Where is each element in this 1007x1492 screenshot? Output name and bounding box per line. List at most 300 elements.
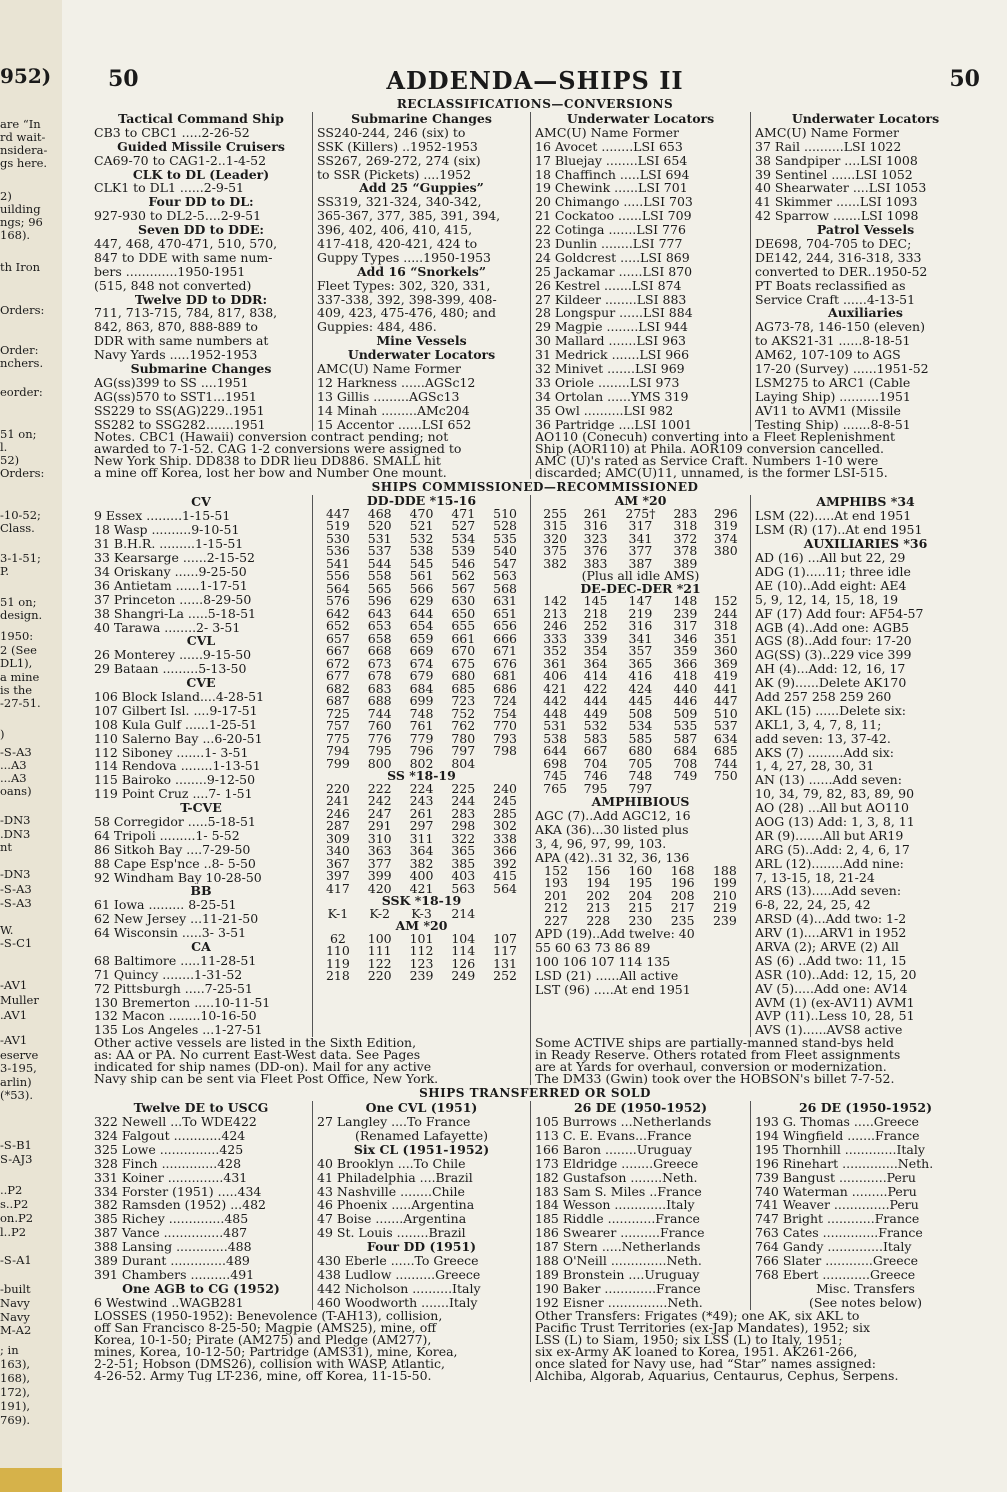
list-item: 193 G. Thomas .....Greece — [755, 1115, 919, 1129]
hull-number: 796 — [409, 743, 434, 759]
list-item: Service Craft ......4-13-51 — [755, 292, 916, 307]
hull-number: 754 — [493, 705, 518, 721]
list-item: 36 Partridge ....LSI 1001 — [535, 417, 693, 432]
binding-stripe — [0, 1468, 62, 1492]
list-item: 322 Newell ...To WDE422 — [94, 1115, 257, 1129]
hull-number: 351 — [713, 630, 738, 646]
list-item: Guppy Types .....1950-1953 — [317, 250, 491, 265]
hull-number: 341 — [628, 630, 653, 646]
list-item: ARG (5)..Add: 2, 4, 6, 17 — [755, 842, 910, 857]
list-item: 447, 468, 470-471, 510, 570, — [94, 237, 278, 251]
hull-number: 564 — [325, 580, 350, 596]
hull-number: 389 — [673, 555, 698, 571]
previous-page-fragment: -AV1 — [0, 1033, 28, 1047]
previous-page-fragment: .AV1 — [0, 1008, 28, 1022]
hull-number: 674 — [409, 655, 434, 671]
list-item: 61 Iowa ......... 8-25-51 — [94, 898, 237, 913]
hull-number: 338 — [493, 830, 518, 846]
hull-number: 449 — [583, 705, 608, 721]
hull-number: 285 — [493, 805, 518, 821]
hull-number: 651 — [493, 605, 518, 621]
list-item: 188 O'Neill ..............Neth. — [535, 1254, 702, 1268]
hull-number: 287 — [325, 818, 350, 834]
hull-number: 123 — [409, 955, 434, 971]
hull-number: 797 — [628, 780, 653, 796]
grid-row — [535, 915, 746, 928]
hull-number: 583 — [583, 730, 608, 746]
hull-number: 246 — [325, 805, 350, 821]
hull-number: 224 — [409, 780, 434, 796]
hull-number: 561 — [409, 568, 434, 584]
hull-number: 471 — [451, 505, 476, 521]
hull-number: 658 — [367, 630, 392, 646]
hull-number: K-3 — [411, 905, 432, 921]
list-item: 27 Langley ....To France — [317, 1115, 471, 1129]
hull-number: 537 — [713, 718, 738, 734]
hull-number: 760 — [367, 718, 392, 734]
hull-number: 509 — [673, 705, 698, 721]
hull-number: 508 — [628, 705, 653, 721]
list-item: CB3 to CBC1 .....2-26-52 — [94, 125, 250, 140]
hull-number: 377 — [628, 543, 653, 559]
hull-number: 643 — [367, 605, 392, 621]
list-item: 42 Sparrow .......LSI 1098 — [755, 209, 919, 224]
subheading: CV — [191, 495, 211, 510]
list-item: Fleet Types: 302, 320, 331, — [317, 278, 491, 293]
list-item: 41 Philadelphia ....Brazil — [317, 1170, 473, 1185]
list-item: 173 Eldridge ........Greece — [535, 1156, 699, 1171]
subheading: CVE — [186, 676, 216, 690]
list-item: 334 Forster (1951) .....434 — [94, 1184, 262, 1199]
list-item: AG(SS) (3)..229 vice 399 — [755, 648, 912, 663]
hull-number: 540 — [493, 543, 518, 559]
hull-number: 538 — [543, 730, 568, 746]
hull-number: 652 — [325, 618, 350, 634]
list-item: 64 Tripoli .........1- 5-52 — [94, 828, 240, 843]
hull-number: 667 — [583, 743, 608, 759]
hull-number: 357 — [628, 643, 653, 659]
list-item: 34 Ortolan ......YMS 319 — [535, 389, 689, 404]
hull-number: 252 — [493, 968, 518, 984]
subheading: Add 25 “Guppies” — [359, 181, 484, 196]
hull-number: 685 — [713, 743, 738, 759]
hull-number: 699 — [409, 693, 434, 709]
previous-page-fragment: nt — [0, 840, 13, 854]
hull-number: 531 — [543, 718, 568, 734]
previous-page-fragment: Navy — [0, 1310, 30, 1324]
hull-number: 558 — [367, 568, 392, 584]
list-item: 12 Harkness ......AGSc12 — [317, 375, 476, 390]
list-item: 132 Macon ........10-16-50 — [94, 1009, 257, 1024]
hull-number: 676 — [493, 655, 518, 671]
hull-number: 798 — [493, 743, 518, 759]
hull-number: 655 — [451, 618, 476, 634]
list-item: AKL (15) ......Delete six: — [755, 703, 906, 718]
hull-number: 235 — [670, 912, 695, 928]
hull-number: 382 — [409, 855, 434, 871]
list-item: DE698, 704-705 to DEC; — [755, 237, 912, 251]
hull-number: 800 — [367, 755, 392, 771]
hull-number: 107 — [493, 930, 518, 946]
previous-page-fragment: eserve — [0, 1048, 39, 1062]
hull-number: 748 — [409, 705, 434, 721]
previous-page-fragment: nsidera- — [0, 143, 48, 157]
list-item: 26 Monterey ......9-15-50 — [94, 648, 252, 663]
reclass-notes — [90, 431, 980, 479]
hull-number: 448 — [543, 705, 568, 721]
list-item: 62 New Jersey ...11-21-50 — [94, 912, 259, 927]
list-item: 33 Oriole ........LSI 973 — [535, 375, 680, 390]
hull-number: 556 — [325, 568, 350, 584]
list-item: 184 Wesson .............Italy — [535, 1198, 695, 1213]
list-item: 26 Kestrel .......LSI 874 — [535, 278, 682, 293]
commissioned-heading: SHIPS COMMISSIONED—RECOMMISSIONED — [371, 480, 699, 495]
hull-number: 346 — [673, 630, 698, 646]
previous-page-fragment: -S-C1 — [0, 936, 33, 950]
list-item: 396, 402, 406, 410, 415, — [317, 223, 473, 238]
hull-number: 339 — [583, 630, 608, 646]
list-item: 68 Baltimore .....11-28-51 — [94, 953, 257, 968]
list-item: add seven: 13, 37-42. — [755, 731, 891, 746]
hull-number: 470 — [409, 505, 434, 521]
subheading: One AGB to CG (1952) — [122, 1281, 280, 1296]
list-item: (See notes below) — [808, 1295, 923, 1310]
hull-number: 468 — [367, 505, 392, 521]
list-item: 196 Rinehart ..............Neth. — [755, 1156, 934, 1171]
list-item: LSD (21) ......All active — [535, 969, 679, 983]
list-item: AGS (8)..Add four: 17-20 — [755, 634, 912, 649]
list-item: 55 60 63 73 86 89 — [535, 941, 651, 956]
subheading: AMPHIBS *34 — [816, 495, 915, 510]
list-item: DDR with same numbers at — [94, 334, 269, 349]
list-item: AKS (7) .........Add six: — [755, 745, 895, 760]
hull-number: 650 — [451, 605, 476, 621]
hull-number: 244 — [451, 793, 476, 809]
hull-number: 537 — [367, 543, 392, 559]
hull-number: 519 — [325, 518, 350, 534]
hull-number: 661 — [451, 630, 476, 646]
hull-number: 534 — [451, 530, 476, 546]
hull-number: 669 — [409, 643, 434, 659]
hull-number: 403 — [451, 868, 476, 884]
hull-number: 780 — [451, 730, 476, 746]
previous-page-fragment: rd wait- — [0, 130, 46, 144]
previous-page-fragment: 2 (See — [0, 643, 37, 657]
hull-number: 748 — [628, 768, 653, 784]
hull-number: 631 — [493, 593, 518, 609]
hull-number: 684 — [673, 743, 698, 759]
hull-number: 406 — [543, 668, 568, 684]
hull-number: 340 — [325, 843, 350, 859]
previous-page-fragment: -10-52; — [0, 508, 41, 522]
list-item: AGB (4)..Add one: AGB5 — [755, 620, 910, 635]
hull-number: 440 — [673, 680, 698, 696]
hull-number: 316 — [628, 618, 653, 634]
list-item: 741 Weaver ..............Peru — [755, 1198, 919, 1213]
list-item: 100 106 107 114 135 — [535, 955, 671, 970]
hull-number: 341 — [628, 530, 653, 546]
hull-number: 677 — [325, 668, 350, 684]
hull-number: 255 — [543, 505, 568, 521]
previous-page-fragment: 3-195, — [0, 1061, 37, 1075]
hull-number: 239 — [409, 968, 434, 984]
list-item: 20 Chimango .....LSI 703 — [535, 195, 693, 210]
list-item: 194 Wingfield .......France — [755, 1129, 920, 1143]
list-item: APA (42)..31 32, 36, 136 — [535, 851, 690, 865]
list-item: AG(ss)399 to SS ....1951 — [94, 375, 249, 390]
hull-number: 296 — [713, 505, 738, 521]
hull-number: 246 — [543, 618, 568, 634]
hull-number: 320 — [543, 530, 568, 546]
hull-number: 804 — [451, 755, 476, 771]
previous-page-fragment: -S-A3 — [0, 896, 32, 910]
list-item: ADG (1).....11; three idle — [755, 564, 911, 579]
previous-page-fragment: on.P2 — [0, 1211, 34, 1225]
previous-page-fragment: DL1), — [0, 656, 33, 670]
hull-number: 217 — [670, 900, 695, 916]
previous-page-fragment: 51 on; — [0, 427, 37, 441]
list-item: SS319, 321-324, 340-342, — [317, 195, 482, 210]
hull-number: 372 — [673, 530, 698, 546]
list-item: to AKS21-31 ......8-18-51 — [755, 334, 911, 349]
list-item: 105 Burrows ...Netherlands — [535, 1115, 712, 1129]
list-item: 40 Shearwater ....LSI 1053 — [755, 181, 927, 196]
previous-page-fragment: ..P2 — [0, 1183, 23, 1197]
list-item: 328 Finch ..............428 — [94, 1156, 242, 1171]
hull-number: 240 — [493, 780, 518, 796]
list-item: AKA (36)...30 listed plus — [535, 823, 689, 838]
hull-number: 656 — [493, 618, 518, 634]
list-item: LSM (R) (17)..At end 1951 — [755, 523, 923, 538]
subheading: AMPHIBIOUS — [591, 795, 690, 810]
list-item: 88 Cape Esp'nce ..8- 5-50 — [94, 856, 256, 871]
subheading: AUXILIARIES *36 — [803, 537, 928, 552]
list-item: AE (10)..Add eight: AE4 — [755, 578, 907, 593]
list-item: 18 Wasp ..........9-10-51 — [94, 523, 240, 538]
hull-number: 101 — [409, 930, 434, 946]
list-item: 29 Bataan .........5-13-50 — [94, 662, 247, 677]
hull-number: 352 — [543, 643, 568, 659]
hull-number: 369 — [713, 655, 738, 671]
hull-number: 745 — [543, 768, 568, 784]
hull-number: 194 — [586, 875, 611, 891]
reclass-notes-right: AO110 (Conecuh) converting into a Fleet Replenishment Ship (AOR110) at Phila. AOR109 conversion cancelled. AMC (U)'s rated as Service Craft. Numbers 1-10 were discarded; AMC(U)11, unnamed, is the former LSI-515. — [530, 431, 980, 479]
hull-number: 795 — [583, 780, 608, 796]
list-item: 18 Chaffinch .....LSI 694 — [535, 167, 690, 182]
list-item: ARV (1)....ARV1 in 1952 — [755, 926, 907, 940]
previous-page-fragment: -DN3 — [0, 813, 31, 827]
previous-page-fragment: P. — [0, 564, 10, 578]
subheading: Underwater Locators — [566, 112, 715, 126]
hull-number: 642 — [325, 605, 350, 621]
hull-number: 424 — [628, 680, 653, 696]
list-item: 107 Gilbert Isl. ....9-17-51 — [94, 703, 258, 718]
list-item: 22 Cotinga .......LSI 776 — [535, 223, 686, 238]
hull-number: 563 — [493, 568, 518, 584]
list-item: Navy Yards .....1952-1953 — [94, 348, 258, 363]
hull-number: 317 — [673, 618, 698, 634]
hull-number: 156 — [586, 862, 611, 878]
previous-page-fragment: Muller — [0, 993, 39, 1007]
hull-number: 564 — [493, 880, 518, 896]
list-item: 766 Slater ............Greece — [755, 1254, 919, 1268]
commissioned-grid-am-de — [535, 495, 746, 795]
list-item: AR (9).......All but AR19 — [755, 828, 904, 843]
hull-number: 510 — [713, 705, 738, 721]
previous-page-fragment: gs here. — [0, 156, 48, 170]
commissioned-notes-right: Some ACTIVE ships are partially-manned stand-bys held in Ready Reserve. Others rotated from Fleet assignments are at Yards for overhaul, conversion or modernization. The DM33 (Gwin) took over the HOBSON's billet 7-7-52. — [530, 1037, 980, 1085]
list-item: 37 Rail ..........LSI 1022 — [755, 139, 902, 154]
hull-number: 793 — [493, 730, 518, 746]
list-item: 21 Cockatoo ......LSI 709 — [535, 209, 692, 224]
hull-number: 708 — [673, 755, 698, 771]
hull-number: 535 — [493, 530, 518, 546]
hull-number: 538 — [409, 543, 434, 559]
transferred-col-1 — [90, 1101, 312, 1309]
grid-row — [535, 783, 746, 796]
hull-number: 794 — [325, 743, 350, 759]
previous-page-fragment: arlin) — [0, 1075, 32, 1089]
reclass-col-4 — [750, 112, 980, 431]
hull-number: 667 — [325, 643, 350, 659]
list-item: 110 Salerno Bay ...6-20-51 — [94, 731, 263, 746]
list-item: APD (19)..Add twelve: 40 — [535, 927, 695, 942]
subheading: CLK to DL (Leader) — [132, 167, 270, 182]
list-item: 16 Avocet ........LSI 653 — [535, 139, 683, 154]
hull-number: 417 — [325, 880, 350, 896]
hull-number: 208 — [670, 887, 695, 903]
list-item: PT Boats reclassified as — [755, 278, 906, 293]
list-item: 37 Princeton ......8-29-50 — [94, 592, 252, 607]
subheading: Four DD to DL: — [148, 195, 254, 210]
previous-page-fragment: -built — [0, 1282, 31, 1296]
hull-number: 147 — [628, 593, 653, 609]
hull-number: 687 — [325, 693, 350, 709]
amphibious-tail-list — [535, 927, 746, 996]
previous-page-fragment: Orders: — [0, 303, 45, 317]
hull-number: 654 — [409, 618, 434, 634]
page-title: ADDENDA—SHIPS II — [386, 66, 684, 95]
subheading: Twelve DD to DDR: — [134, 292, 268, 307]
list-item: 391 Chambers ..........491 — [94, 1267, 255, 1282]
hull-number: 201 — [544, 887, 569, 903]
previous-page-fragment: W. — [0, 923, 14, 937]
hull-number: 131 — [493, 955, 518, 971]
list-item: CLK1 to DL1 ......2-9-51 — [94, 181, 244, 196]
hull-number: K-1 — [327, 905, 349, 921]
hull-number: 291 — [367, 818, 392, 834]
hull-number: 117 — [493, 943, 518, 959]
amphibious-list — [535, 795, 746, 864]
hull-number: 383 — [583, 555, 608, 571]
hull-number: 447 — [713, 693, 738, 709]
list-item: 185 Riddle ............France — [535, 1212, 700, 1227]
hull-number: 683 — [367, 680, 392, 696]
list-item: 25 Jackamar ......LSI 870 — [535, 264, 693, 279]
previous-page-fragment: uilding — [0, 202, 41, 216]
hull-number: 319 — [713, 518, 738, 534]
list-item: AG73-78, 146-150 (eleven) — [755, 320, 925, 335]
previous-page-fragment: ...A3 — [0, 758, 27, 772]
previous-page-fragment: 1950: — [0, 629, 34, 643]
hull-number: 202 — [586, 887, 611, 903]
hull-number: 241 — [325, 793, 350, 809]
page-number-left: 50 — [108, 66, 139, 92]
previous-page-fragment: Navy — [0, 1296, 30, 1310]
hull-number: 298 — [451, 818, 476, 834]
previous-page-fragment: -S-A1 — [0, 1253, 32, 1267]
list-item: Add 257 258 259 260 — [755, 689, 892, 704]
hull-number: 802 — [409, 755, 434, 771]
list-item: 38 Sandpiper ....LSI 1008 — [755, 153, 918, 168]
hull-number: 239 — [712, 912, 737, 928]
commissioned-notes — [90, 1037, 980, 1085]
hull-number: 122 — [367, 955, 392, 971]
previous-page-fragment: 163), — [0, 1357, 31, 1371]
hull-number: 377 — [367, 855, 392, 871]
list-item: SSK (Killers) ..1952-1953 — [317, 139, 478, 154]
reclass-columns — [90, 112, 980, 431]
list-item: 325 Lowe ...............425 — [94, 1142, 244, 1157]
reclass-col-1 — [90, 112, 312, 431]
hull-number: 629 — [409, 593, 434, 609]
previous-page-fragment: a mine — [0, 670, 40, 684]
grid-heading: DE-DEC-DER *21 — [580, 580, 701, 596]
list-item: 17-20 (Survey) ......1951-52 — [755, 362, 929, 376]
previous-page-fragment: ; in — [0, 1343, 19, 1357]
list-item: 187 Stern .....Netherlands — [535, 1240, 701, 1255]
previous-page-fragment: 191), — [0, 1399, 31, 1413]
previous-page-fragment: s..P2 — [0, 1197, 29, 1211]
hull-number: 675 — [451, 655, 476, 671]
list-item: 385 Richey ..............485 — [94, 1212, 249, 1227]
hull-number: 567 — [451, 580, 476, 596]
hull-number: 196 — [670, 875, 695, 891]
hull-number: 100 — [367, 930, 392, 946]
hull-number: 644 — [409, 605, 434, 621]
hull-number: 318 — [673, 518, 698, 534]
hull-number: 415 — [493, 868, 518, 884]
list-item: AVS (1)......AVS8 active — [755, 1023, 903, 1038]
list-item: AG(ss)570 to SST1...1951 — [94, 389, 257, 404]
hull-number: 704 — [583, 755, 608, 771]
hull-number: 565 — [367, 580, 392, 596]
hull-number: 219 — [628, 605, 653, 621]
list-item: 331 Koiner ..............431 — [94, 1170, 248, 1185]
previous-page-fragment: Class. — [0, 521, 35, 535]
hull-number: 215 — [628, 900, 653, 916]
previous-page-fragment: ngs; 96 — [0, 215, 43, 229]
list-item: 15 Accentor ......LSI 652 — [317, 417, 472, 432]
list-item: 337-338, 392, 398-399, 408- — [317, 292, 497, 307]
list-item: 27 Kildeer ........LSI 883 — [535, 292, 687, 307]
hull-number: 193 — [544, 875, 569, 891]
list-item: 6-8, 22, 24, 25, 42 — [755, 898, 871, 913]
hull-number: 746 — [583, 768, 608, 784]
list-item: AMC(U) Name Former — [317, 362, 461, 376]
hull-number: 365 — [628, 655, 653, 671]
hull-number: (Plus all idle AMS) — [581, 568, 700, 584]
reclass-notes-left: Notes. CBC1 (Hawaii) conversion contract pending; not awarded to 7-1-52. CAG 1-2 conversions were assigned to New York Ship. DD838 to DDR lieu DD886. SMALL hit a mine off Korea, lost her bow and Number One mount. — [94, 431, 462, 480]
subheading: CVL — [186, 634, 216, 649]
list-item: 460 Woodworth .......Italy — [317, 1295, 478, 1310]
list-item: 31 Medrick .......LSI 966 — [535, 348, 690, 363]
hull-number: 220 — [325, 780, 350, 796]
subheading: Underwater Locators — [791, 112, 940, 126]
list-item: SS282 to SSG282.......1951 — [94, 417, 266, 432]
list-item: 183 Sam S. Miles ..France — [535, 1184, 702, 1199]
subheading: Seven DD to DDE: — [138, 223, 264, 238]
